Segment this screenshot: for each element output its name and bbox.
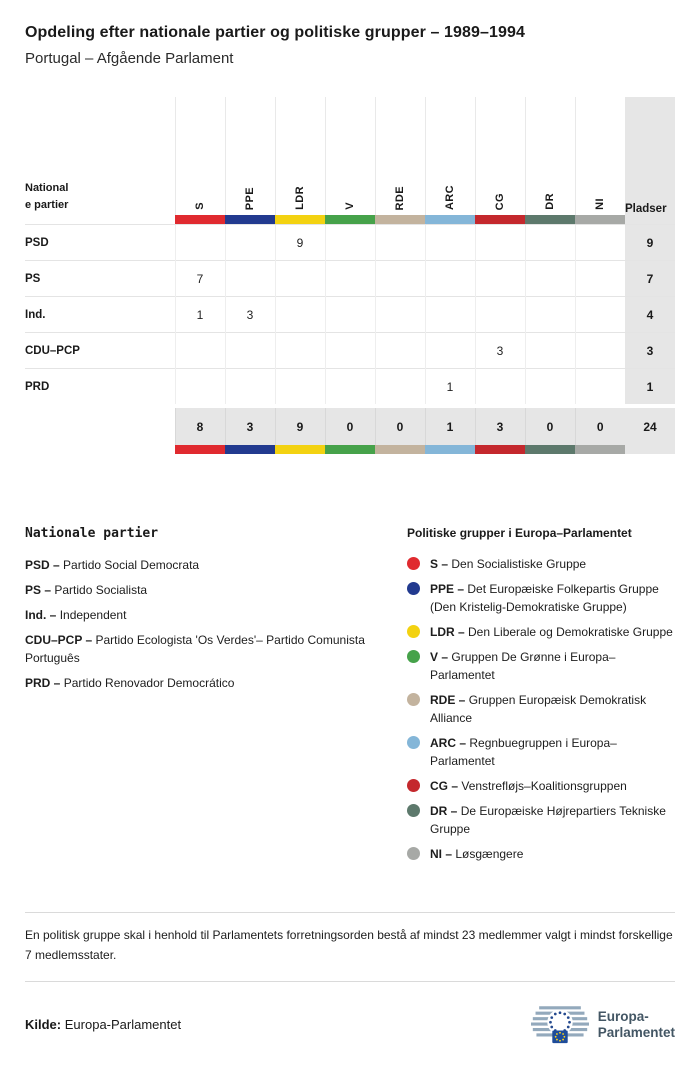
ep-logo-line1: Europa- [597,1009,649,1025]
total-cell: 0 [575,408,625,445]
value-cell [525,297,575,333]
value-cell [275,333,325,369]
value-cell [375,225,425,261]
group-color-dot [407,625,420,638]
group-color-bar [575,445,625,454]
value-cell [175,369,225,405]
source-value: Europa-Parlamentet [64,1017,182,1033]
row-header-line2: e partier [25,199,69,212]
group-color-dot [407,847,420,860]
column-header-cg: CG [475,97,525,215]
table-row [25,333,675,369]
legend-item: RDE – Gruppen Europæisk Demokratisk Alliance [407,691,675,727]
value-cell [275,297,325,333]
ep-logo-icon [531,1004,589,1046]
total-seats-cell: 24 [625,408,675,445]
group-color-bar [275,445,325,454]
footnote: En politisk gruppe skal i henhold til Parlamentets forretningsorden bestå af mindst 23 medlemmer valgt i mindst forskellige 7 medlemsstater. [25,912,675,982]
value-cell [375,261,425,297]
value-cell: 3 [225,297,275,333]
value-cell [225,369,275,405]
seats-cell: 9 [625,225,675,261]
legend-item: ARC – Regnbuegruppen i Europa–Parlamentet [407,734,675,770]
column-header-ni: NI [575,97,625,215]
value-cell [375,369,425,405]
table-row [25,369,675,405]
group-color-bar [275,215,325,225]
totals-label [25,408,175,445]
source-label: Kilde: [25,1017,62,1033]
table-header-row [25,97,675,215]
value-cell [425,225,475,261]
value-cell [375,333,425,369]
value-cell [525,369,575,405]
page-subtitle: Portugal – Afgående Parlament [25,50,234,67]
value-cell [575,369,625,405]
value-cell [425,333,475,369]
legends-section [25,526,675,870]
value-cell [425,297,475,333]
column-header-arc: ARC [425,97,475,215]
group-color-dot [407,693,420,706]
value-cell [375,297,425,333]
total-cell: 0 [525,408,575,445]
header-color-bar-row [25,215,675,225]
value-cell [225,333,275,369]
row-header-line1: National [25,181,69,194]
group-color-bar [375,445,425,454]
seats-cell: 7 [625,261,675,297]
national-parties-legend [25,526,397,870]
legend-item: NI – Løsgængere [407,845,675,863]
ep-logo-line2: Parlamentet [597,1024,675,1040]
legend-item: PPE – Det Europæiske Folkepartis Gruppe (Den Kristelig-Demokratiske Gruppe) [407,580,675,616]
party-label: PRD [25,369,175,405]
group-color-dot [407,650,420,663]
group-color-bar [425,445,475,454]
total-cell: 3 [475,408,525,445]
value-cell: 1 [175,297,225,333]
group-color-bar [175,445,225,454]
seats-column-header: Pladser [625,97,675,215]
column-header-dr: DR [525,97,575,215]
legend-item: PSD – Partido Social Democrata [25,558,200,572]
value-cell [525,261,575,297]
value-cell [325,369,375,405]
group-color-bar [325,215,375,225]
group-color-dot [407,582,420,595]
totals-row [25,408,675,445]
seats-cell: 3 [625,333,675,369]
group-color-bar [225,215,275,225]
value-cell [225,261,275,297]
bar-row-spacer [25,215,175,225]
legend-item: LDR – Den Liberale og Demokratiske Gruppe [407,623,675,641]
group-color-dot [407,804,420,817]
value-cell [325,261,375,297]
total-cell: 3 [225,408,275,445]
seats-cell: 1 [625,369,675,405]
value-cell [575,333,625,369]
value-cell: 1 [425,369,475,405]
value-cell [275,369,325,405]
value-cell [325,333,375,369]
value-cell [575,297,625,333]
party-label: PS [25,261,175,297]
row-header-label [25,97,175,215]
group-color-dot [407,736,420,749]
seats-column-fill [625,445,675,454]
value-cell [525,225,575,261]
value-cell [475,225,525,261]
column-header-ldr: LDR [275,97,325,215]
legend-item: PS – Partido Socialista [25,583,148,597]
group-color-bar [375,215,425,225]
party-label: Ind. [25,297,175,333]
page-title: Opdeling efter nationale partier og politiske grupper – 1989–1994 [25,24,525,41]
total-cell: 0 [375,408,425,445]
value-cell [475,261,525,297]
table-row [25,261,675,297]
political-groups-heading: Politiske grupper i Europa–Parlamentet [407,526,632,540]
value-cell [475,297,525,333]
value-cell [475,369,525,405]
table-row [25,225,675,261]
total-cell: 1 [425,408,475,445]
legend-item: PRD – Partido Renovador Democrático [25,676,235,690]
value-cell [275,261,325,297]
source-line [25,1017,181,1032]
column-header-ppe: PPE [225,97,275,215]
value-cell [325,225,375,261]
party-label: PSD [25,225,175,261]
column-header-s: S [175,97,225,215]
value-cell [175,225,225,261]
legend-item: DR – De Europæiske Højrepartiers Tekniske Gruppe [407,802,675,838]
page-footer [25,1004,675,1046]
group-color-bar [475,215,525,225]
party-label: CDU–PCP [25,333,175,369]
value-cell [425,261,475,297]
legend-item: Ind. – Independent [25,608,127,622]
european-parliament-logo [531,1004,675,1046]
seats-table [25,97,675,454]
group-color-bar [575,215,625,225]
totals-color-bar-row [25,445,675,454]
group-color-bar [525,215,575,225]
legend-item: CG – Venstrefløjs–Koalitionsgruppen [407,777,675,795]
value-cell [525,333,575,369]
bar-row-spacer [25,445,175,454]
group-color-bar [425,215,475,225]
seats-cell: 4 [625,297,675,333]
group-color-bar [325,445,375,454]
column-header-rde: RDE [375,97,425,215]
value-cell [175,333,225,369]
column-header-v: V [325,97,375,215]
group-color-bar [175,215,225,225]
value-cell [575,261,625,297]
ep-logo-text [598,1009,675,1040]
value-cell: 3 [475,333,525,369]
total-cell: 8 [175,408,225,445]
total-cell: 0 [325,408,375,445]
value-cell [225,225,275,261]
total-cell: 9 [275,408,325,445]
seats-column-fill [625,215,675,225]
group-color-bar [525,445,575,454]
political-groups-legend [407,526,675,870]
table-row [25,297,675,333]
legend-item: V – Gruppen De Grønne i Europa–Parlamentet [407,648,675,684]
value-cell [575,225,625,261]
national-parties-heading: Nationale partier [25,526,159,541]
value-cell: 9 [275,225,325,261]
value-cell: 7 [175,261,225,297]
group-color-dot [407,779,420,792]
legend-item: S – Den Socialistiske Gruppe [407,555,675,573]
legend-item: CDU–PCP – Partido Ecologista 'Os Verdes'– Partido Comunista Português [25,633,365,665]
value-cell [325,297,375,333]
group-color-bar [475,445,525,454]
group-color-dot [407,557,420,570]
group-color-bar [225,445,275,454]
